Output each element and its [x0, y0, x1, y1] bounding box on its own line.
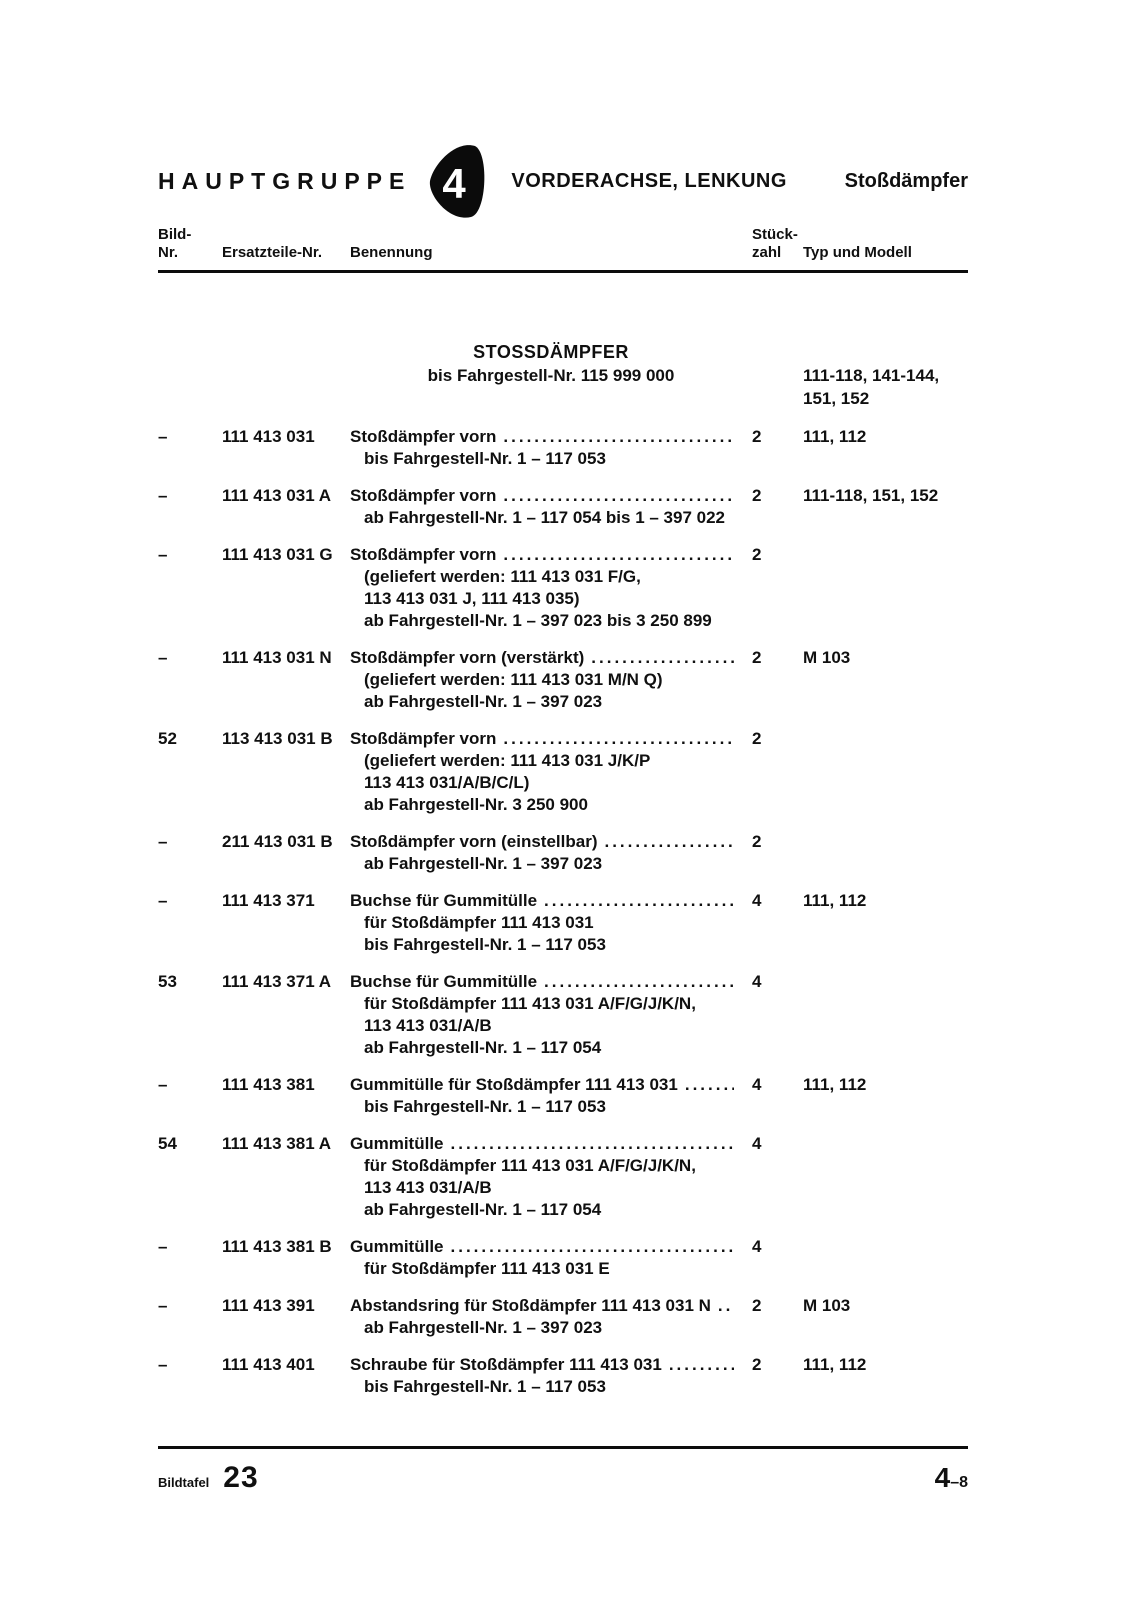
part-number-cell: 111 413 031 G: [222, 545, 333, 564]
part-detail-line: für Stoßdämpfer 111 413 031 E: [364, 1259, 610, 1278]
column-header-stueckzahl: Stück- zahl: [752, 226, 798, 261]
quantity-cell: 2: [752, 729, 762, 748]
section-subtitle: bis Fahrgestell-Nr. 115 999 000: [427, 366, 675, 385]
part-name: Abstandsring für Stoßdämpfer 111 413 031 N: [350, 1296, 711, 1315]
type-model-cell: 111, 112: [803, 891, 867, 910]
bild-nr-cell: –: [158, 648, 168, 667]
quantity-cell: 2: [752, 1355, 762, 1374]
part-detail-line: ab Fahrgestell-Nr. 1 – 397 023: [364, 854, 603, 873]
part-number-cell: 111 413 401: [222, 1355, 315, 1374]
page-footer: [158, 1461, 968, 1495]
chapter-title: VORDERACHSE, LENKUNG: [511, 169, 787, 192]
column-header-benennung: Benennung: [350, 244, 433, 261]
bild-nr-cell: 54: [158, 1134, 177, 1153]
dot-leader: [503, 728, 734, 750]
part-name: Stoßdämpfer vorn: [350, 729, 497, 748]
part-detail-line: bis Fahrgestell-Nr. 1 – 117 053: [364, 935, 606, 954]
type-model-cell: M 103: [803, 648, 851, 667]
quantity-cell: 2: [752, 486, 762, 505]
benennung-cell: [350, 485, 752, 529]
part-name: Gummitülle für Stoßdämpfer 111 413 031: [350, 1075, 678, 1094]
quantity-cell: 4: [752, 1237, 762, 1256]
part-detail-line: für Stoßdämpfer 111 413 031 A/F/G/J/K/N,: [364, 994, 696, 1013]
table-row: [158, 1133, 968, 1221]
quantity-cell: 2: [752, 1296, 762, 1315]
benennung-cell: [350, 1236, 752, 1280]
benennung-cell: [350, 1133, 752, 1221]
section-title: STOSSDÄMPFER: [473, 342, 629, 362]
plate-label: Bildtafel: [158, 1475, 210, 1490]
section-heading: [158, 341, 968, 410]
type-model-cell: 111, 112: [803, 1075, 867, 1094]
part-detail-line: (geliefert werden: 111 413 031 M/N Q): [364, 670, 663, 689]
page-number: 4–8: [934, 1462, 968, 1493]
header-divider-rule: [158, 270, 968, 273]
benennung-cell: [350, 1074, 752, 1118]
part-number-cell: 111 413 371: [222, 891, 315, 910]
part-detail-line: 113 413 031/A/B: [364, 1178, 492, 1197]
table-row: [158, 1074, 968, 1118]
group-number: 4: [442, 160, 467, 207]
part-name: Stoßdämpfer vorn: [350, 545, 497, 564]
part-number-cell: 111 413 371 A: [222, 972, 332, 991]
table-row: [158, 1236, 968, 1280]
section-models-line: 111-118, 141-144,: [803, 366, 940, 385]
part-number-cell: 111 413 031 N: [222, 648, 332, 667]
benennung-cell: [350, 728, 752, 816]
table-row: [158, 728, 968, 816]
type-model-cell: 111, 112: [803, 427, 867, 446]
part-detail-line: ab Fahrgestell-Nr. 1 – 397 023: [364, 1318, 603, 1337]
table-row: [158, 485, 968, 529]
part-detail-line: ab Fahrgestell-Nr. 1 – 117 054 bis 1 – 397 022: [364, 508, 726, 527]
dot-leader: [604, 831, 734, 853]
section-models-line: 151, 152: [803, 389, 870, 408]
part-name: Buchse für Gummitülle: [350, 891, 538, 910]
quantity-cell: 4: [752, 972, 762, 991]
quantity-cell: 2: [752, 648, 762, 667]
bild-nr-cell: –: [158, 545, 168, 564]
part-number-cell: 111 413 391: [222, 1296, 315, 1315]
table-row: [158, 971, 968, 1059]
section-name: Stoßdämpfer: [844, 169, 968, 192]
part-name: Gummitülle: [350, 1134, 444, 1153]
dot-leader: [544, 971, 734, 993]
part-name: Stoßdämpfer vorn: [350, 427, 497, 446]
part-detail-line: ab Fahrgestell-Nr. 1 – 397 023: [364, 692, 603, 711]
section-models: [803, 341, 968, 410]
part-detail-line: bis Fahrgestell-Nr. 1 – 117 053: [364, 449, 606, 468]
quantity-cell: 4: [752, 1134, 762, 1153]
dot-leader: [591, 647, 734, 669]
benennung-cell: [350, 426, 752, 470]
part-name: Schraube für Stoßdämpfer 111 413 031: [350, 1355, 662, 1374]
part-number-cell: 111 413 031: [222, 427, 315, 446]
bild-nr-cell: –: [158, 1355, 168, 1374]
part-name: Gummitülle: [350, 1237, 444, 1256]
bild-nr-cell: –: [158, 486, 168, 505]
dot-leader: [685, 1074, 734, 1096]
dot-leader: [451, 1133, 734, 1155]
bild-nr-cell: 53: [158, 972, 177, 991]
quantity-cell: 4: [752, 1075, 762, 1094]
part-detail-line: (geliefert werden: 111 413 031 J/K/P: [364, 751, 651, 770]
dot-leader: [503, 426, 734, 448]
part-detail-line: 113 413 031/A/B: [364, 1016, 492, 1035]
benennung-cell: [350, 831, 752, 875]
table-row: [158, 890, 968, 956]
part-number-cell: 111 413 381 A: [222, 1134, 332, 1153]
main-group-title: HAUPTGRUPPE: [158, 167, 412, 194]
bild-nr-cell: –: [158, 1296, 168, 1315]
group-badge-shape: [425, 143, 485, 219]
dot-leader: [451, 1236, 734, 1258]
dot-leader: [669, 1354, 734, 1376]
quantity-cell: 2: [752, 427, 762, 446]
plate-number: 23: [223, 1461, 259, 1494]
part-name: Stoßdämpfer vorn: [350, 486, 497, 505]
column-header-ersatzteile-nr: Ersatzteile-Nr.: [222, 244, 323, 261]
dot-leader: [503, 544, 734, 566]
bild-nr-cell: –: [158, 891, 168, 910]
type-model-cell: 111-118, 151, 152: [803, 486, 939, 505]
table-row: [158, 544, 968, 632]
parts-table-body: [158, 426, 968, 1398]
group-number-badge: [425, 143, 485, 219]
page-header: [158, 142, 968, 220]
dot-leader: [544, 890, 734, 912]
part-detail-line: für Stoßdämpfer 111 413 031: [364, 913, 594, 932]
bild-nr-cell: –: [158, 1237, 168, 1256]
bild-nr-cell: –: [158, 427, 168, 446]
part-detail-line: ab Fahrgestell-Nr. 1 – 117 054: [364, 1200, 602, 1219]
part-number-cell: 113 413 031 B: [222, 729, 333, 748]
quantity-cell: 2: [752, 832, 762, 851]
part-detail-line: ab Fahrgestell-Nr. 1 – 397 023 bis 3 250 899: [364, 611, 712, 630]
part-detail-line: für Stoßdämpfer 111 413 031 A/F/G/J/K/N,: [364, 1156, 696, 1175]
part-detail-line: ab Fahrgestell-Nr. 3 250 900: [364, 795, 588, 814]
column-header-typ-und-modell: Typ und Modell: [803, 244, 912, 261]
table-column-headers: [158, 226, 968, 262]
benennung-cell: [350, 890, 752, 956]
part-detail-line: ab Fahrgestell-Nr. 1 – 117 054: [364, 1038, 602, 1057]
table-row: [158, 647, 968, 713]
bild-nr-cell: –: [158, 1075, 168, 1094]
part-number-cell: 111 413 031 A: [222, 486, 332, 505]
column-header-bild-nr: Bild- Nr.: [158, 226, 192, 261]
part-number-cell: 111 413 381 B: [222, 1237, 332, 1256]
type-model-cell: 111, 112: [803, 1355, 867, 1374]
benennung-cell: [350, 1354, 752, 1398]
bild-nr-cell: –: [158, 832, 168, 851]
part-number-cell: 111 413 381: [222, 1075, 315, 1094]
benennung-cell: [350, 544, 752, 632]
part-detail-line: bis Fahrgestell-Nr. 1 – 117 053: [364, 1097, 606, 1116]
footer-divider-rule: [158, 1446, 968, 1449]
table-row: [158, 426, 968, 470]
quantity-cell: 2: [752, 545, 762, 564]
bild-nr-cell: 52: [158, 729, 177, 748]
part-name: Stoßdämpfer vorn (einstellbar): [350, 832, 598, 851]
table-row: [158, 1354, 968, 1398]
quantity-cell: 4: [752, 891, 762, 910]
part-detail-line: (geliefert werden: 111 413 031 F/G,: [364, 567, 641, 586]
part-name: Buchse für Gummitülle: [350, 972, 538, 991]
part-detail-line: bis Fahrgestell-Nr. 1 – 117 053: [364, 1377, 606, 1396]
dot-leader: [718, 1295, 734, 1317]
benennung-cell: [350, 647, 752, 713]
part-detail-line: 113 413 031/A/B/C/L): [364, 773, 530, 792]
part-detail-line: 113 413 031 J, 111 413 035): [364, 589, 580, 608]
table-row: [158, 1295, 968, 1339]
benennung-cell: [350, 1295, 752, 1339]
benennung-cell: [350, 971, 752, 1059]
dot-leader: [503, 485, 734, 507]
part-name: Stoßdämpfer vorn (verstärkt): [350, 648, 585, 667]
type-model-cell: M 103: [803, 1296, 851, 1315]
part-number-cell: 211 413 031 B: [222, 832, 333, 851]
table-row: [158, 831, 968, 875]
